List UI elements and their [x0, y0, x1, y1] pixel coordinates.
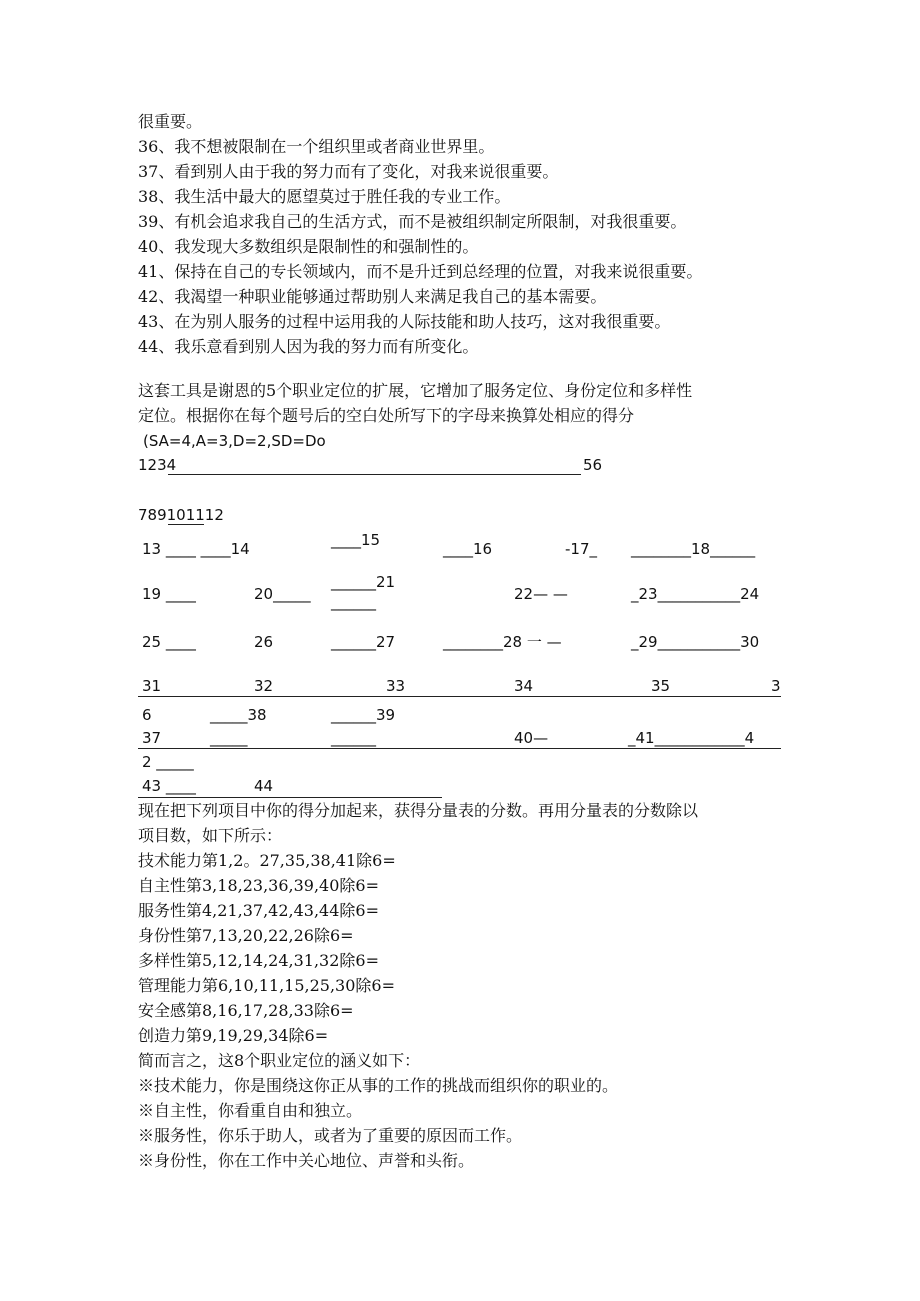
meaning-item: ※服务性，你乐于助人，或者为了重要的原因而工作。: [138, 1126, 523, 1145]
intro-line: 41、保持在自己的专长领域内，而不是升迁到总经理的位置，对我来说很重要。: [138, 262, 703, 281]
grid-cell: 33: [386, 677, 406, 695]
grid-cell: -17_: [565, 540, 597, 558]
subscale-item: 多样性第5,12,14,24,31,32除6=: [138, 951, 379, 970]
grid-cell: 1234: [138, 456, 177, 474]
grid-cell: 34: [514, 677, 534, 695]
grid-cell: 32: [254, 677, 274, 695]
subscale-item: 技术能力第1,2。27,35,38,41除6=: [138, 851, 396, 870]
grid-cell: 56: [583, 456, 603, 474]
intro-line: 43、在为别人服务的过程中运用我的人际技能和助人技巧，这对我很重要。: [138, 312, 671, 331]
grid-cell: 3: [771, 677, 781, 695]
grid-cell: 25 ____: [142, 633, 196, 651]
grid-cell: _____: [210, 729, 248, 747]
intro-line: 38、我生活中最大的愿望莫过于胜任我的专业工作。: [138, 187, 511, 206]
row-rule: [138, 696, 781, 697]
grid-cell: ______39: [331, 706, 396, 724]
summary-intro-2: 项目数，如下所示：: [138, 826, 283, 845]
para-line-2: 定位。根据你在每个题号后的空白处所写下的字母来换算处相应的得分: [138, 406, 635, 425]
meaning-intro: 简而言之，这8个职业定位的涵义如下：: [138, 1051, 421, 1070]
blank-line: [168, 474, 581, 475]
intro-line: 42、我渴望一种职业能够通过帮助别人来满足我自己的基本需要。: [138, 287, 607, 306]
grid-cell: 31: [142, 677, 162, 695]
grid-cell: ________28 一 —: [443, 633, 562, 651]
grid-cell: _____38: [210, 706, 267, 724]
intro-line: 39、有机会追求我自己的生活方式，而不是被组织制定所限制，对我很重要。: [138, 212, 687, 231]
row-rule: [138, 748, 781, 749]
grid-cell: ____16: [443, 540, 493, 558]
meaning-item: ※身份性，你在工作中关心地位、声誉和头衔。: [138, 1151, 475, 1170]
grid-cell: 6: [142, 706, 152, 724]
grid-cell: ______21: [331, 573, 396, 591]
grid-cell: 26: [254, 633, 274, 651]
grid-cell: ________18______: [631, 540, 756, 558]
meaning-item: ※技术能力，你是围绕这你正从事的工作的挑战而组织你的职业的。: [138, 1076, 619, 1095]
summary-intro-1: 现在把下列项目中你的得分加起来，获得分量表的分数。再用分量表的分数除以: [138, 801, 699, 820]
grid-cell: 789101112: [138, 506, 224, 524]
intro-line: 37、看到别人由于我的努力而有了变化，对我来说很重要。: [138, 162, 559, 181]
intro-line: 很重要。: [138, 112, 203, 131]
grid-cell: 35: [651, 677, 671, 695]
grid-cell: 2 _____: [142, 753, 194, 771]
grid-cell: 40—: [514, 729, 549, 747]
intro-line: 36、我不想被限制在一个组织里或者商业世界里。: [138, 137, 495, 156]
grid-cell: 13 ____ ____14: [142, 540, 250, 558]
grid-cell: ____15: [331, 531, 381, 549]
grid-cell: 44: [254, 777, 274, 795]
subscale-item: 安全感第8,16,17,28,33除6=: [138, 1001, 354, 1020]
grid-cell: ______: [331, 729, 376, 747]
grid-cell: _41____________4: [628, 729, 755, 747]
subscale-item: 管理能力第6,10,11,15,25,30除6=: [138, 976, 395, 995]
grid-cell: ______27: [331, 633, 396, 651]
meaning-item: ※自主性，你看重自由和独立。: [138, 1101, 363, 1120]
grid-cell: 37: [142, 729, 162, 747]
grid-cell: _29___________30: [631, 633, 760, 651]
grid-cell: _23___________24: [631, 585, 760, 603]
intro-line: 44、我乐意看到别人因为我的努力而有所变化。: [138, 337, 479, 356]
subscale-item: 身份性第7,13,20,22,26除6=: [138, 926, 354, 945]
blank-line: [168, 524, 204, 525]
grid-cell: 43 ____: [142, 777, 196, 795]
row-rule: [138, 797, 442, 798]
grid-cell: ______: [331, 593, 376, 611]
scale-legend: (SA=4,A=3,D=2,SD=Do: [143, 432, 326, 450]
grid-cell: 20_____: [254, 585, 311, 603]
subscale-item: 自主性第3,18,23,36,39,40除6=: [138, 876, 379, 895]
intro-line: 40、我发现大多数组织是限制性的和强制性的。: [138, 237, 479, 256]
subscale-item: 服务性第4,21,37,42,43,44除6=: [138, 901, 379, 920]
subscale-item: 创造力第9,19,29,34除6=: [138, 1026, 329, 1045]
para-line-1: 这套工具是谢恩的5个职业定位的扩展，它增加了服务定位、身份定位和多样性: [138, 381, 693, 400]
grid-cell: 22— —: [514, 585, 568, 603]
grid-cell: 19 ____: [142, 585, 196, 603]
